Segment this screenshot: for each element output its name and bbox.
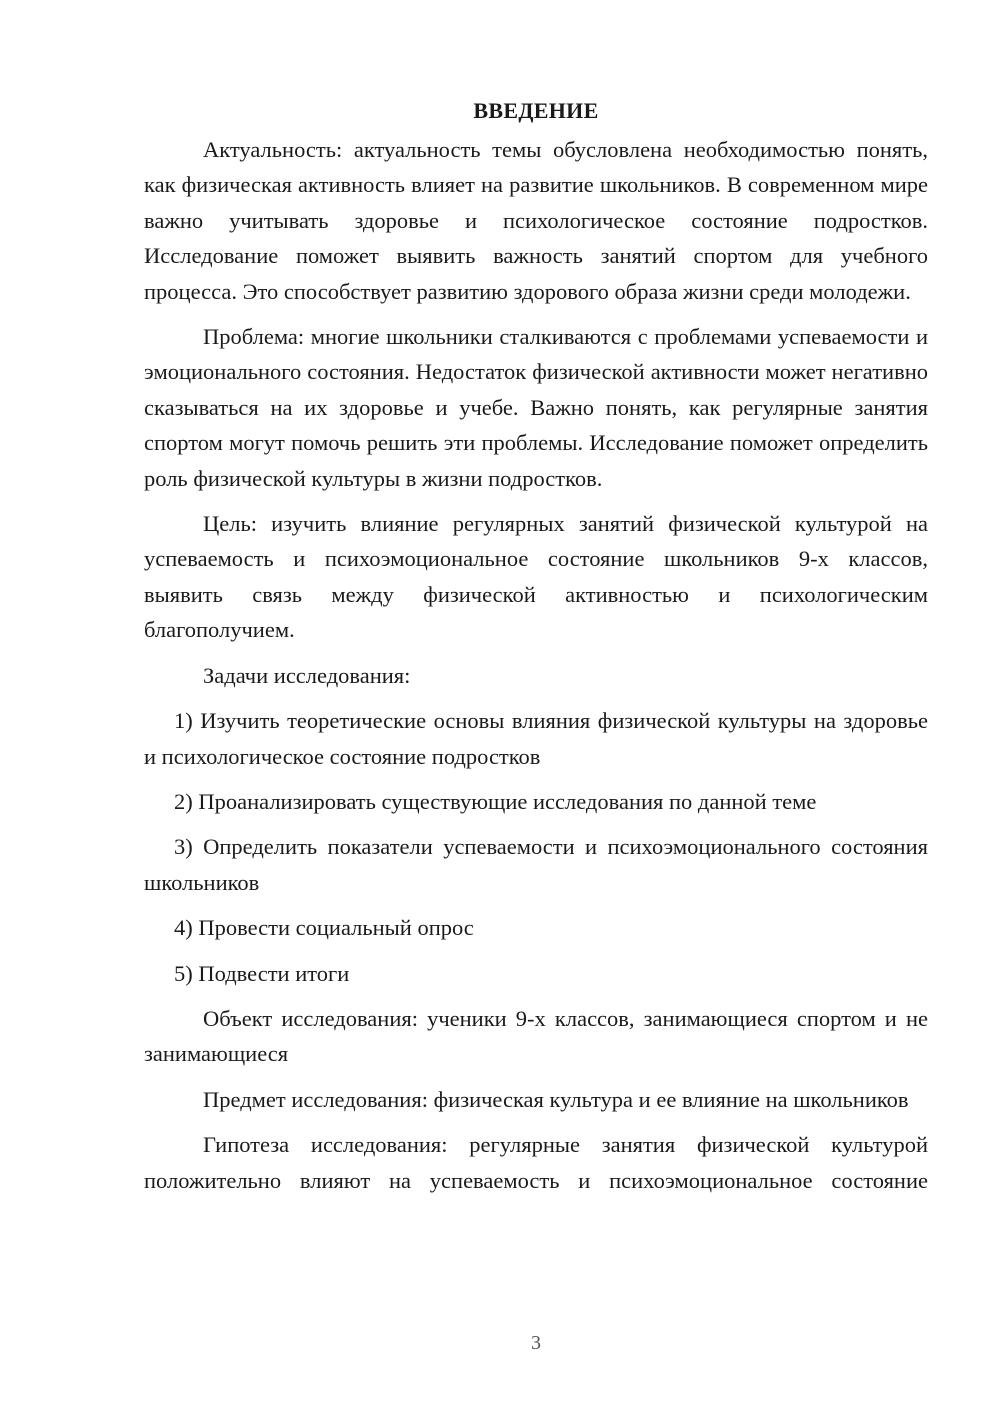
task-item-1: 1) Изучить теоретические основы влияния физической культуры на здоровье и психологическое состояние подростков: [144, 708, 928, 769]
tasks-heading: Задачи исследования:: [203, 662, 411, 688]
hypothesis-paragraph: Гипотеза исследования: регулярные занятия физической культурой положительно влияют на успеваемость и психоэмоциональное состояние: [144, 1132, 928, 1193]
task-item-2: 2) Проанализировать существующие исследования по данной теме: [174, 788, 817, 814]
page-number: 3: [531, 1332, 541, 1354]
task-item-5: 5) Подвести итоги: [174, 960, 350, 986]
document-page: [144, 96, 928, 1208]
problem-paragraph: Проблема: многие школьники сталкиваются с проблемами успеваемости и эмоционального состояния. Недостаток физической активности может негативно сказываться на их здоровье и учебе. Важно понять, как регулярные занятия спортом могут помочь решить эти проблемы. Исследование поможет определить роль физической культуры в жизни подростков.: [144, 324, 928, 491]
relevance-paragraph: Актуальность: актуальность темы обусловлена необходимостью понять, как физическая активность влияет на развитие школьников. В современном мире важно учитывать здоровье и психологическое состояние подростков. Исследование поможет выявить важность занятий спортом для учебного процесса. Это способствует развитию здорового образа жизни среди молодежи.: [144, 137, 928, 304]
goal-paragraph: Цель: изучить влияние регулярных занятий физической культурой на успеваемость и психоэмоциональное состояние школьников 9-х классов, выявить связь между физической активностью и психологическим благополучием.: [144, 511, 928, 643]
task-item-3: 3) Определить показатели успеваемости и психоэмоционального состояния школьников: [144, 834, 928, 895]
object-paragraph: Объект исследования: ученики 9-х классов, занимающиеся спортом и не занимающиеся: [144, 1005, 928, 1067]
page-title: ВВЕДЕНИЕ: [473, 98, 599, 123]
task-item-4: 4) Провести социальный опрос: [174, 915, 474, 941]
subject-paragraph: Предмет исследования: физическая культура и ее влияние на школьников: [203, 1086, 909, 1112]
